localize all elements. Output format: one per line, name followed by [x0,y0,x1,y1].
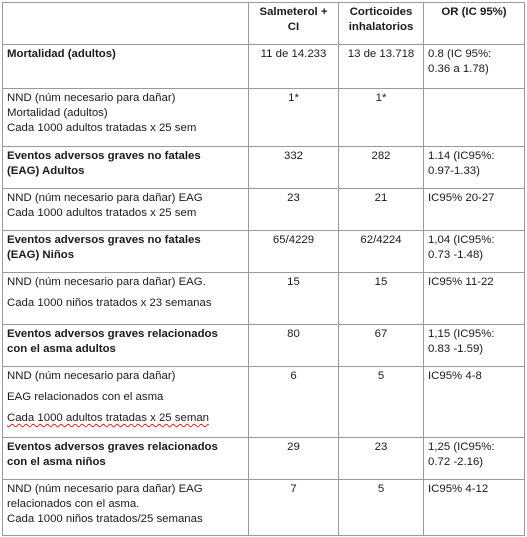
row-label: Eventos adversos graves no fatales (EAG) Niños [3,231,249,273]
cell-salmeterol: 6 [249,367,339,438]
table-row [3,231,525,273]
cell-or: 1,25 (IC95%: 0.72 -2.16) [424,438,525,480]
results-table [2,2,525,536]
cell-salmeterol: 23 [249,189,339,231]
row-label: Eventos adversos graves no fatales (EAG) Adultos [3,147,249,189]
cell-corticoides: 15 [339,273,424,325]
cell-corticoides: 23 [339,438,424,480]
cell-salmeterol: 332 [249,147,339,189]
cell-or: IC95% 4-12 [424,480,525,536]
header-salmeterol: Salmeterol + CI [249,3,339,45]
cell-or [424,89,525,147]
table-row [3,147,525,189]
row-label: Mortalidad (adultos) [3,45,249,89]
cell-salmeterol: 7 [249,480,339,536]
cell-salmeterol: 15 [249,273,339,325]
cell-corticoides: 21 [339,189,424,231]
table-row [3,438,525,480]
cell-salmeterol: 80 [249,325,339,367]
table-row [3,367,525,438]
cell-corticoides: 282 [339,147,424,189]
cell-or: 1,04 (IC95%: 0.73 -1.48) [424,231,525,273]
cell-salmeterol: 11 de 14.233 [249,45,339,89]
cell-or: 1,15 (IC95%: 0.83 -1.59) [424,325,525,367]
document-page [2,2,525,536]
cell-or: IC95% 4-8 [424,367,525,438]
cell-corticoides: 67 [339,325,424,367]
row-label: Eventos adversos graves relacionados con el asma adultos [3,325,249,367]
header-outcome [3,3,249,45]
table-row [3,480,525,536]
table-row [3,189,525,231]
row-label: NND (núm necesario para dañar) EAG relacionados con el asma. Cada 1000 niños tratados/25 semanas [3,480,249,536]
table-row [3,325,525,367]
cell-or: 1.14 (IC95%: 0.97-1.33) [424,147,525,189]
cell-corticoides: 5 [339,367,424,438]
row-label: Eventos adversos graves relacionados con el asma niños [3,438,249,480]
cell-salmeterol: 1* [249,89,339,147]
cell-corticoides: 5 [339,480,424,536]
table-row [3,89,525,147]
header-corticoides: Corticoides inhalatorios [339,3,424,45]
cell-salmeterol: 65/4229 [249,231,339,273]
misspelled-text: Cada 1000 adultos tratadas x 25 seman [7,412,210,424]
cell-corticoides: 62/4224 [339,231,424,273]
header-or: OR (IC 95%) [424,3,525,45]
cell-or: IC95% 11-22 [424,273,525,325]
row-label: NND (núm necesario para dañar) EAG relacionados con el asma Cada 1000 adultos tratadas x 25 seman [3,367,249,438]
cell-salmeterol: 29 [249,438,339,480]
header-row [3,3,525,45]
row-label: NND (núm necesario para dañar) Mortalidad (adultos) Cada 1000 adultos tratadas x 25 sem [3,89,249,147]
cell-or: 0.8 (IC 95%: 0.36 a 1.78) [424,45,525,89]
table-row [3,45,525,89]
cell-or: IC95% 20-27 [424,189,525,231]
cell-corticoides: 1* [339,89,424,147]
row-label: NND (núm necesario para dañar) EAG Cada 1000 adultos tratados x 25 sem [3,189,249,231]
row-label: NND (núm necesario para dañar) EAG. Cada 1000 niños tratados x 23 semanas [3,273,249,325]
cell-corticoides: 13 de 13.718 [339,45,424,89]
table-row [3,273,525,325]
